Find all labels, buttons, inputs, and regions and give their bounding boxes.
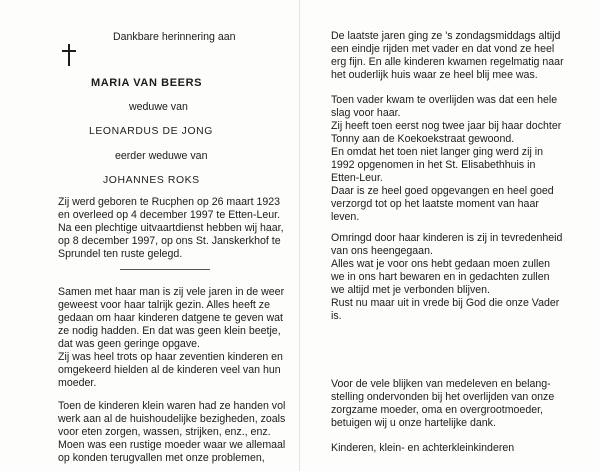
text-line: we in ons hart bewaren en in gedachten zullen [331,271,550,283]
last-years-paragraph [331,30,564,82]
earlier-widow-label: eerder weduwe van [115,150,208,162]
text-line: slag voor haar. [331,107,401,119]
text-line: Toen de kinderen klein waren had ze handen vol [58,400,286,412]
card-fold-line [299,0,300,471]
text-line: Etten-Leur. [331,172,383,184]
text-line: een eindje rijden met vader en dat vond ze heel [331,43,555,55]
text-line: verzorgd tot op het laatste moment van haar [331,198,539,210]
text-line: En omdat het toen niet langer ging werd zij in [331,146,544,158]
text-line: Na een plechtige uitvaartdienst hebben wij haar, [58,222,284,234]
husband-name: LEONARDUS DE JONG [89,126,213,137]
text-line: en overleed op 4 december 1997 te Etten-Leur. [58,209,281,221]
text-line: omgekeerd hielden al de kinderen veel van hun [58,364,281,376]
text-line: geweest voor haar talrijk gezin. Alles heeft ze [58,299,270,311]
text-line: op konden terugvallen met onze problemen, [58,452,265,464]
text-line: stelling ondervonden bij het overlijden van onze [331,391,555,403]
text-line: gedaan om haar kinderen datgene te geven wat [58,312,283,324]
text-line: dat was geen geringe opgave. [58,338,200,350]
family-paragraph [58,286,284,390]
text-line: we altijd met je verbonden blijven. [331,284,490,296]
text-line: 1992 opgenomen in het St. Elisabethhuis in [331,159,536,171]
text-line: Toen vader kwam te overlijden was dat een hele [331,94,558,106]
text-line: Sprundel ten ruste gelegd. [58,248,183,260]
household-paragraph [58,400,285,465]
text-line: Voor de vele blijken van medeleven en belang- [331,378,551,390]
text-line: Moen was een rustige moeder waar we allemaal [58,439,286,451]
widow-of-label: weduwe van [129,101,188,113]
text-line: Daar is ze heel goed opgevangen en heel goed [331,185,554,197]
text-line: Tonny aan de Koekoekstraat gewoond. [331,133,515,145]
text-line: voor eten zorgen, wassen, strijken, enz., enz. [58,426,271,438]
cross-icon [62,44,76,66]
text-line: het ouderlijk huis waar ze heel blij mee was. [331,69,538,81]
farewell-paragraph [331,232,562,323]
text-line: leven. [331,211,360,223]
deceased-name: MARIA VAN BEERS [91,77,203,89]
text-line: moeder. [58,377,97,389]
text-line: Zij werd geboren te Rucphen op 26 maart 1923 [58,196,281,208]
text-line: Zij was heel trots op haar zeventien kinderen en [58,351,283,363]
section-divider [120,269,210,270]
text-line: zorgzame moeder, oma en overgrootmoeder, [331,404,543,416]
text-line: ze nodig hadden. En dat was geen klein beetje, [58,325,281,337]
text-line: erg fijn. En alle kinderen kwamen regelmatig naar [331,56,564,68]
later-life-paragraph [331,94,561,224]
text-line: werk aan al de huishoudelijke bezigheden, zoals [58,413,286,425]
text-line: is. [331,310,342,322]
first-husband-name: JOHANNES ROKS [103,175,200,186]
text-line: Alles wat je voor ons hebt gedaan moen zullen [331,258,551,270]
text-line: betuigen wij u onze hartelijke dank. [331,417,496,429]
text-line: De laatste jaren ging ze 's zondagsmiddags altijd [331,30,561,42]
text-line: Rust nu maar uit in vrede bij God die onze Vader [331,297,560,309]
intro-text: Dankbare herinnering aan [113,31,236,43]
text-line: Omringd door haar kinderen is zij in tevredenheid [331,232,563,244]
signature: Kinderen, klein- en achterkleinkinderen [331,442,515,454]
thanks-paragraph [331,378,554,430]
text-line: op 8 december 1997, op ons St. Janskerkhof te [58,235,281,247]
birth-paragraph [58,196,284,261]
text-line: Zij heeft toen eerst nog twee jaar bij haar dochter [331,120,562,132]
text-line: Samen met haar man is zij vele jaren in de weer [58,286,285,298]
text-line: van ons heengegaan. [331,245,433,257]
